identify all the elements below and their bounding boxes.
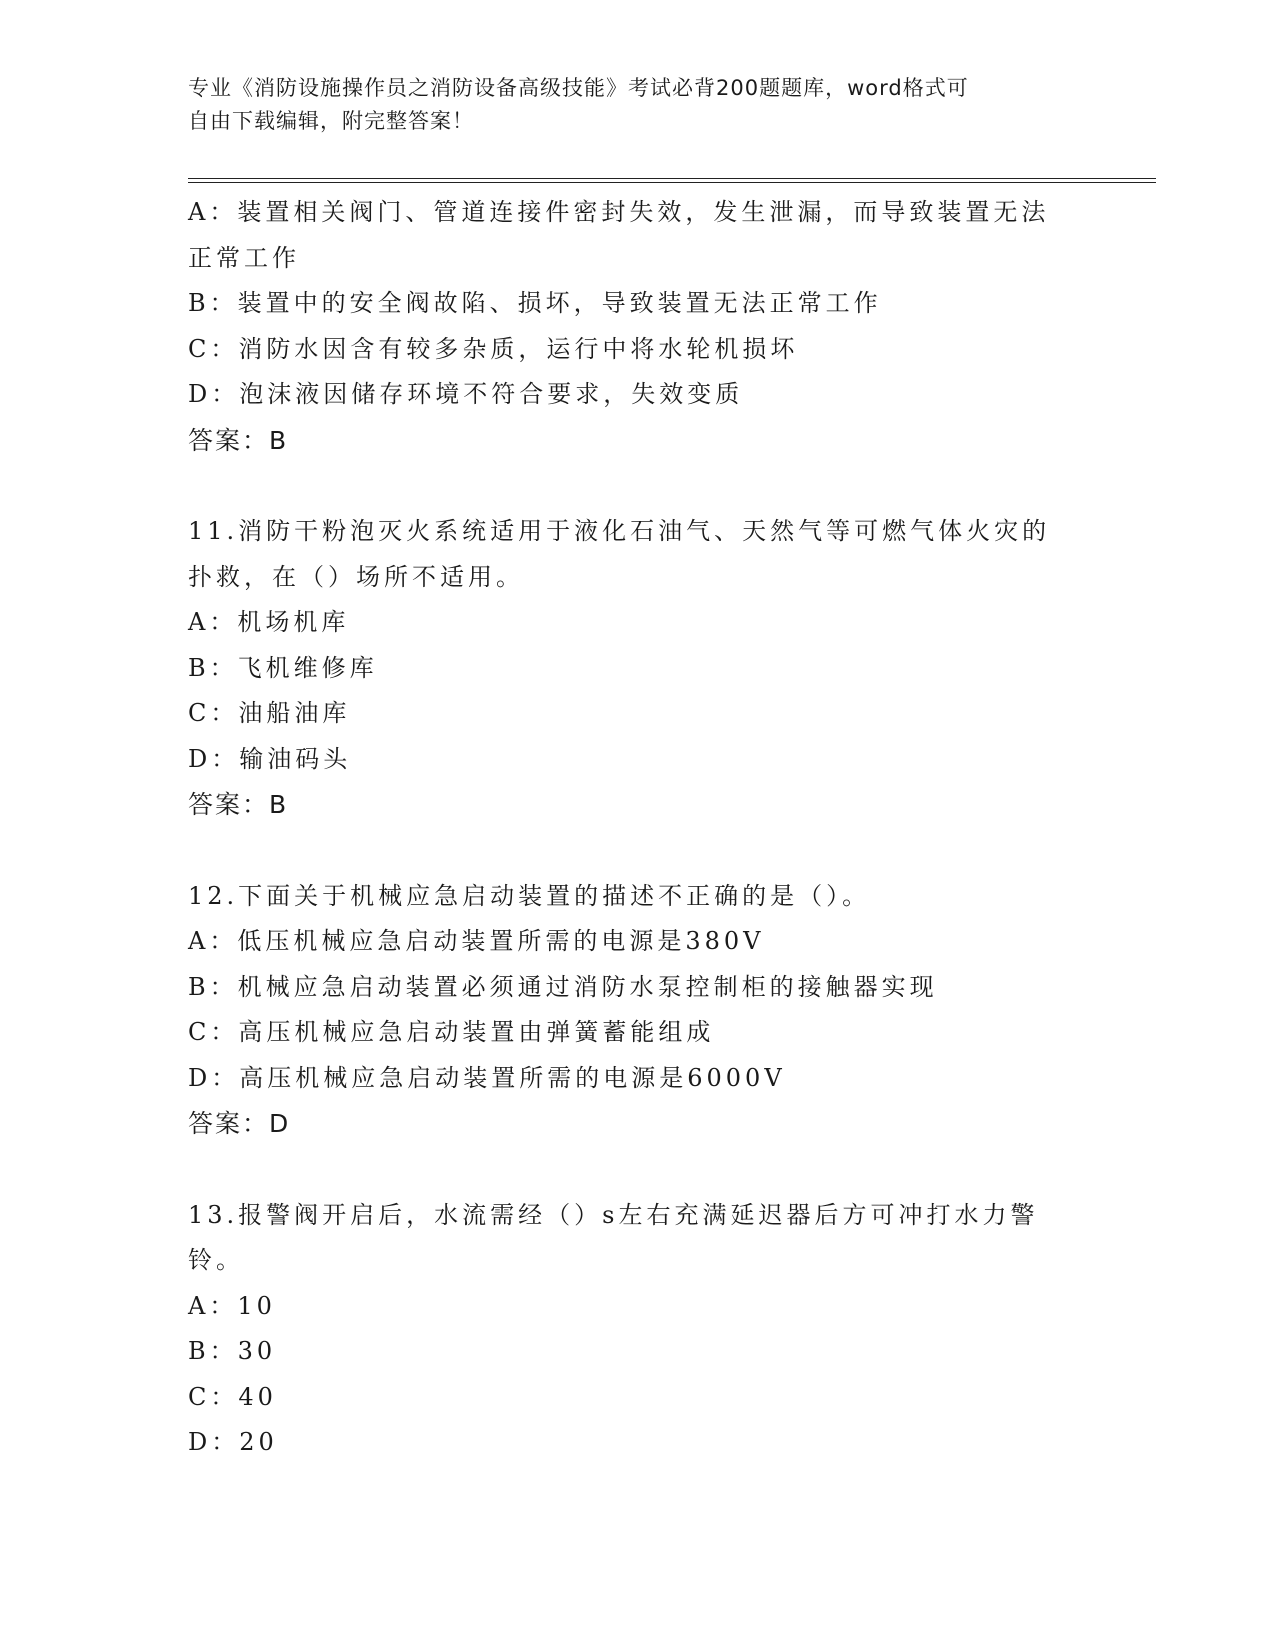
question-content xyxy=(188,190,1088,1466)
option-a-line-1: A：装置相关阀门、管道连接件密封失效，发生泄漏，而导致装置无法 xyxy=(188,198,1050,226)
answer-line: 答案：B xyxy=(188,425,289,455)
question-11 xyxy=(188,509,1088,828)
header-divider-top xyxy=(188,178,1156,179)
question-stem-line-1: 11.消防干粉泡灭火系统适用于液化石油气、天然气等可燃气体火灾的 xyxy=(188,517,1051,545)
option-a: A：10 xyxy=(188,1291,276,1320)
option-d: D：泡沫液因储存环境不符合要求，失效变质 xyxy=(188,380,744,408)
option-a-line-2: 正常工作 xyxy=(188,243,300,272)
option-a: A：低压机械应急启动装置所需的电源是380V xyxy=(188,927,765,955)
question-block-prev xyxy=(188,190,1088,463)
answer-line: 答案：B xyxy=(188,790,289,819)
option-d: D：高压机械应急启动装置所需的电源是6000V xyxy=(188,1063,786,1092)
spacer xyxy=(188,1147,1088,1193)
option-c: C：油船油库 xyxy=(188,699,351,727)
question-stem: 12.下面关于机械应急启动装置的描述不正确的是（）。 xyxy=(188,881,871,910)
option-d: D：输油码头 xyxy=(188,744,352,773)
answer-line: 答案：D xyxy=(188,1109,291,1138)
header-divider-bottom xyxy=(188,182,1156,183)
option-c: C：40 xyxy=(188,1382,277,1411)
option-d: D：20 xyxy=(188,1428,278,1456)
header-line-1: 专业《消防设施操作员之消防设备高级技能》考试必背200题题库，word格式可 xyxy=(188,76,969,100)
document-header xyxy=(188,72,1088,138)
question-12 xyxy=(188,874,1088,1147)
option-a: A：机场机库 xyxy=(188,608,350,636)
option-b: B：机械应急启动装置必须通过消防水泵控制柜的接触器实现 xyxy=(188,972,938,1001)
spacer xyxy=(188,828,1088,874)
question-13 xyxy=(188,1193,1088,1466)
option-b: B：装置中的安全阀故陷、损坏，导致装置无法正常工作 xyxy=(188,289,882,317)
question-stem-line-2: 扑救，在（）场所不适用。 xyxy=(188,562,524,591)
option-b: B：30 xyxy=(188,1337,277,1365)
option-c: C：高压机械应急启动装置由弹簧蓄能组成 xyxy=(188,1018,715,1046)
question-stem-line-2: 铃。 xyxy=(188,1246,244,1274)
option-b: B：飞机维修库 xyxy=(188,653,378,682)
option-c: C：消防水因含有较多杂质，运行中将水轮机损坏 xyxy=(188,334,799,363)
header-line-2: 自由下载编辑，附完整答案！ xyxy=(188,109,474,133)
spacer xyxy=(188,463,1088,509)
question-stem-line-1: 13.报警阀开启后，水流需经（）s左右充满延迟器后方可冲打水力警 xyxy=(188,1200,1039,1229)
